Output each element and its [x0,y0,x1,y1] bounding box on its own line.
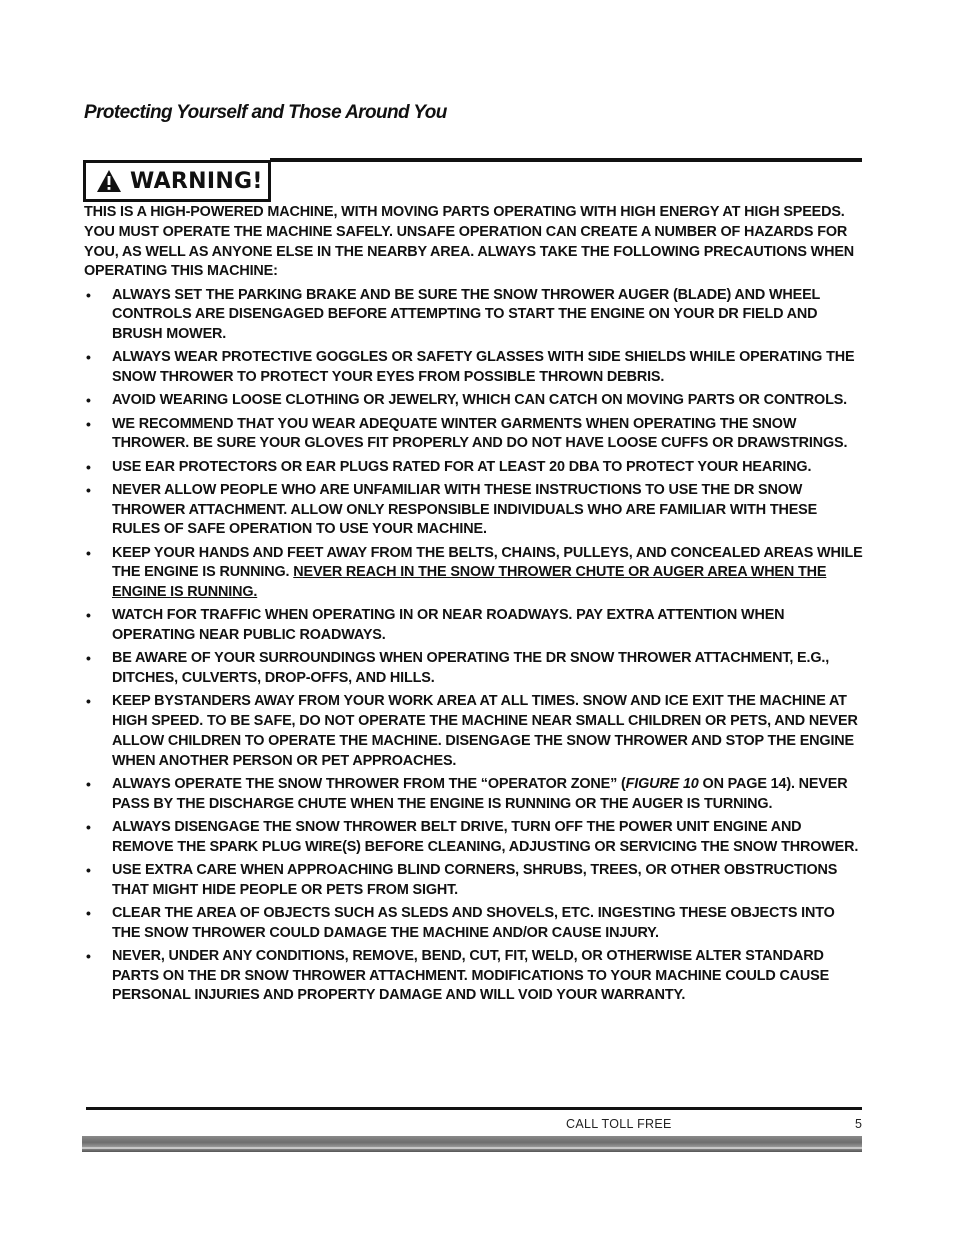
bullet-icon: • [86,415,91,432]
list-item: • BE AWARE OF YOUR SURROUNDINGS WHEN OPERATING THE DR SNOW THROWER ATTACHMENT, E.G., DITCHES, CULVERTS, DROP-OFFS, AND HILLS. [86,650,830,687]
list-item: • CLEAR THE AREA OF OBJECTS SUCH AS SLEDS AND SHOVELS, ETC. INGESTING THESE OBJECTS INTO THE SNOW THROWER COULD DAMAGE THE MACHINE AND/OR CAUSE INJURY. [86,904,835,941]
bullet-icon: • [86,775,91,792]
list-item: • KEEP YOUR HANDS AND FEET AWAY FROM THE BELTS, CHAINS, PULLEYS, AND CONCEALED AREAS WHILE THE ENGINE IS RUNNING. NEVER REACH IN THE SNOW THROWER CHUTE OR AUGER AREA WHEN THE ENGINE IS RUNNING. [86,544,863,601]
underlined-warning: NEVER REACH IN THE SNOW THROWER CHUTE OR AUGER AREA WHEN THE ENGINE IS RUNNING. [112,564,827,601]
list-item: • ALWAYS WEAR PROTECTIVE GOGGLES OR SAFETY GLASSES WITH SIDE SHIELDS WHILE OPERATING THE SNOW THROWER TO PROTECT YOUR EYES FROM POSSIBLE THROWN DEBRIS. [86,349,855,386]
list-item: • USE EAR PROTECTORS OR EAR PLUGS RATED FOR AT LEAST 20 DBA TO PROTECT YOUR HEARING. [84,458,864,478]
bullet-icon: • [86,947,91,964]
warning-badge [83,160,271,202]
warning-header-rule [270,158,862,162]
bullet-icon: • [86,818,91,835]
list-item: • WATCH FOR TRAFFIC WHEN OPERATING IN OR NEAR ROADWAYS. PAY EXTRA ATTENTION WHEN OPERATING NEAR PUBLIC ROADWAYS. [86,607,785,644]
footer-text: CALL TOLL FREE [566,1117,672,1131]
list-item: • NEVER, UNDER ANY CONDITIONS, REMOVE, BEND, CUT, FIT, WELD, OR OTHERWISE ALTER STANDARD PARTS ON THE DR SNOW THROWER ATTACHMENT. MODIFICATIONS TO YOUR MACHINE COULD CAUSE PERSONAL INJURIES AND PROPERTY DAMAGE AND WILL VOID YOUR WARRANTY. [86,947,830,1004]
section-title: Protecting Yourself and Those Around You [84,102,447,123]
bullet-icon: • [86,904,91,921]
warning-triangle-icon [96,169,122,193]
list-item: • WE RECOMMEND THAT YOU WEAR ADEQUATE WINTER GARMENTS WHEN OPERATING THE SNOW THROWER. BE SURE YOUR GLOVES FIT PROPERLY AND DO NOT HAVE LOOSE CUFFS OR DRAWSTRINGS. [86,415,848,452]
footer-bar [82,1136,862,1152]
bullet-icon: • [86,861,91,878]
bullet-icon: • [86,650,91,667]
warning-intro: THIS IS A HIGH-POWERED MACHINE, WITH MOVING PARTS OPERATING WITH HIGH ENERGY AT HIGH SPEEDS. YOU MUST OPERATE THE MACHINE SAFELY. UNSAFE OPERATION CAN CREATE A NUMBER OF HAZARDS FOR YOU, AS WELL AS ANYONE ELSE IN THE NEARBY AREA. ALWAYS TAKE THE FOLLOWING PRECAUTIONS WHEN OPERATING THIS MACHINE: [84,204,855,280]
list-item: • NEVER ALLOW PEOPLE WHO ARE UNFAMILIAR WITH THESE INSTRUCTIONS TO USE THE DR SNOW THROWER ATTACHMENT. ALLOW ONLY RESPONSIBLE INDIVIDUALS WHO ARE FAMILIAR WITH THESE RULES OF SAFE OPERATION TO USE YOUR MACHINE. [86,481,818,538]
bullet-icon: • [86,607,91,624]
list-item: • ALWAYS OPERATE THE SNOW THROWER FROM THE “OPERATOR ZONE” (FIGURE 10 ON PAGE 14). NEVER PASS BY THE DISCHARGE CHUTE WHEN THE ENGINE IS RUNNING OR THE AUGER IS TURNING. [86,775,848,812]
warning-content [84,203,864,1010]
list-item: • KEEP BYSTANDERS AWAY FROM YOUR WORK AREA AT ALL TIMES. SNOW AND ICE EXIT THE MACHINE AT HIGH SPEED. TO BE SAFE, DO NOT OPERATE THE MACHINE NEAR SMALL CHILDREN OR PETS, AND NEVER ALLOW CHILDREN TO OPERATE THE MACHINE. DISENGAGE THE SNOW THROWER AND STOP THE ENGINE WHEN ANOTHER PERSON OR PET APPROACHES. [86,693,858,769]
bullet-icon: • [86,481,91,498]
footer-rule [86,1107,862,1110]
page-number: 5 [855,1117,862,1131]
bullet-icon: • [86,392,91,409]
bullet-icon: • [86,544,91,561]
bullet-icon: • [86,458,91,475]
list-item: • USE EXTRA CARE WHEN APPROACHING BLIND CORNERS, SHRUBS, TREES, OR OTHER OBSTRUCTIONS THAT MIGHT HIDE PEOPLE OR PETS FROM SIGHT. [86,861,838,898]
list-item: • AVOID WEARING LOOSE CLOTHING OR JEWELRY, WHICH CAN CATCH ON MOVING PARTS OR CONTROLS. [84,391,864,411]
bullet-icon: • [86,286,91,303]
warning-label: WARNING! [130,168,263,194]
list-item: • ALWAYS DISENGAGE THE SNOW THROWER BELT DRIVE, TURN OFF THE POWER UNIT ENGINE AND REMOVE THE SPARK PLUG WIRE(S) BEFORE CLEANING, ADJUSTING OR SERVICING THE SNOW THROWER. [86,818,859,855]
bullet-icon: • [86,349,91,366]
precautions-list [84,286,864,1007]
list-item: • ALWAYS SET THE PARKING BRAKE AND BE SURE THE SNOW THROWER AUGER (BLADE) AND WHEEL CONTROLS ARE DISENGAGED BEFORE ATTEMPTING TO START THE ENGINE ON YOUR DR FIELD AND BRUSH MOWER. [86,286,820,343]
bullet-icon: • [86,693,91,710]
figure-reference: FIGURE 10 [625,775,699,792]
